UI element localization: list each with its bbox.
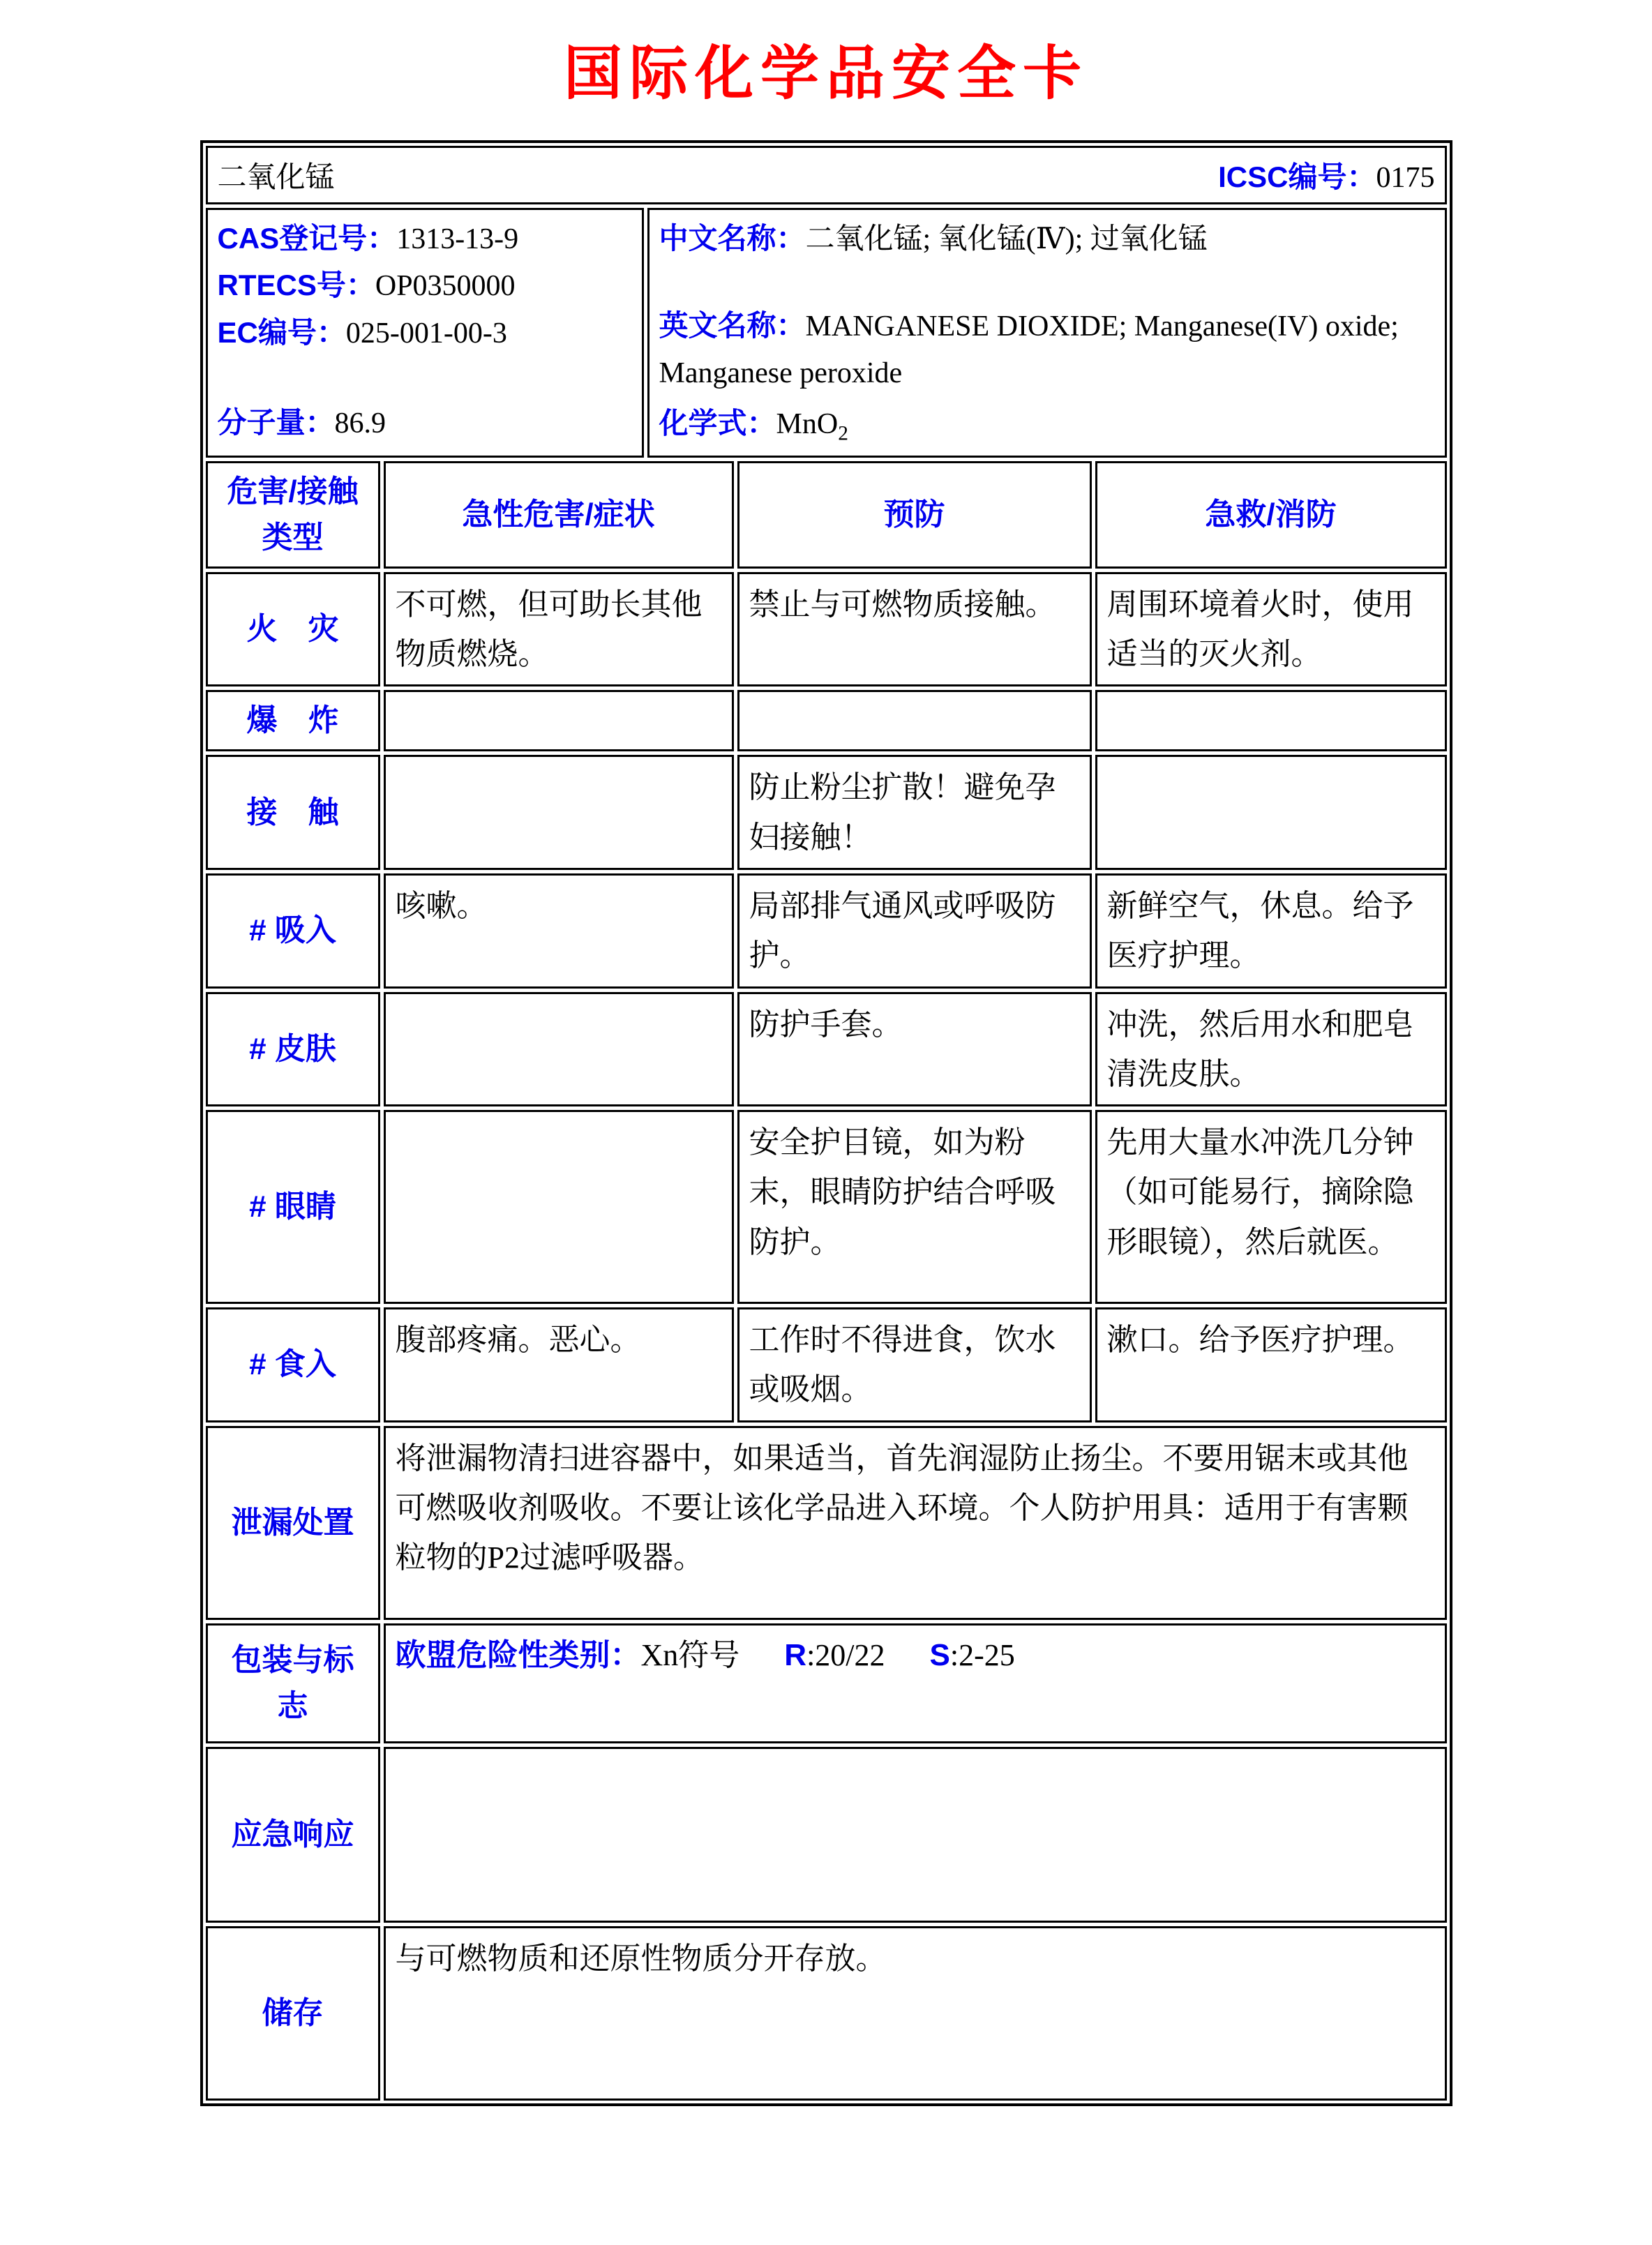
- section-label-emergency-response: 应急响应: [206, 1747, 380, 1923]
- eyes-firstaid: 先用大量水冲洗几分钟（如可能易行，摘除隐形眼镜），然后就医。: [1095, 1110, 1447, 1304]
- icsc-number: [1218, 154, 1434, 196]
- explosion-symptoms: [384, 690, 734, 751]
- eu-hazard-class-value: Xn符号: [640, 1637, 740, 1672]
- section-emergency-response: [206, 1747, 1447, 1923]
- row-label-exposure: 接 触: [206, 755, 380, 870]
- inhalation-firstaid: 新鲜空气，休息。给予医疗护理。: [1095, 873, 1447, 989]
- exposure-prevention: 防止粉尘扩散！避免孕妇接触！: [737, 755, 1092, 870]
- inhalation-symptoms: 咳嗽。: [384, 873, 734, 989]
- section-packaging-labelling: [206, 1623, 1447, 1743]
- ec-number: [218, 310, 632, 356]
- eu-hazard-class-label: 欧盟危险性类别：: [395, 1637, 641, 1672]
- table-row-ingestion: [206, 1307, 1447, 1422]
- exposure-firstaid: [1095, 755, 1447, 870]
- s-phrase-value: :2-25: [949, 1637, 1015, 1672]
- ingestion-symptoms: 腹部疼痛。恶心。: [384, 1307, 734, 1422]
- table-row-skin: [206, 992, 1447, 1107]
- chinese-name-value: 二氧化锰; 氧化锰(Ⅳ); 过氧化锰: [805, 223, 1208, 255]
- r-phrase-label: R: [784, 1637, 807, 1672]
- ec-value: 025-001-00-3: [345, 317, 507, 350]
- english-name: [659, 303, 1435, 396]
- fire-firstaid: 周围环境着火时，使用适当的灭火剂。: [1095, 572, 1447, 687]
- section-spill-disposal: [206, 1426, 1447, 1620]
- ec-label: EC编号：: [217, 315, 346, 349]
- section-label-packaging: 包装与标志: [206, 1623, 380, 1743]
- skin-prevention: 防护手套。: [737, 992, 1092, 1107]
- row-label-explosion: 爆 炸: [206, 690, 380, 751]
- skin-firstaid: 冲洗，然后用水和肥皂清洗皮肤。: [1095, 992, 1447, 1107]
- packaging-content: [384, 1623, 1447, 1743]
- chemical-formula: [659, 400, 1435, 450]
- eyes-symptoms: [384, 1110, 734, 1304]
- eu-hazard-class-line: [396, 1631, 1435, 1680]
- table-row-fire: [206, 572, 1447, 687]
- s-phrase-label: S: [929, 1637, 950, 1672]
- registry-numbers-cell: [206, 208, 644, 458]
- col-header-hazard-type: 危害/接触 类型: [206, 461, 380, 569]
- chemical-names-cell: [647, 208, 1447, 458]
- english-name-value: MANGANESE DIOXIDE; Manganese(IV) oxide; Manganese peroxide: [659, 310, 1399, 389]
- r-phrase-value: :20/22: [806, 1637, 885, 1672]
- hazard-table-header-row: [206, 461, 1447, 569]
- table-row-eyes: [206, 1110, 1447, 1304]
- card-header-cell: [206, 146, 1447, 204]
- formula-base: MnO: [776, 408, 839, 441]
- page-title: 国际化学品安全卡: [563, 40, 1088, 106]
- row-label-inhalation: # 吸入: [206, 873, 380, 989]
- chinese-name: [659, 216, 1435, 262]
- col-header-symptoms: 急性危害/症状: [384, 461, 734, 569]
- icsc-number-label: ICSC编号：: [1218, 160, 1376, 193]
- section-label-spill-disposal: 泄漏处置: [206, 1426, 380, 1620]
- section-storage: [206, 1926, 1447, 2101]
- mw-value: 86.9: [334, 407, 386, 440]
- col-header-firstaid: 急救/消防: [1095, 461, 1447, 569]
- row-label-fire: 火 灾: [206, 572, 380, 687]
- spill-disposal-content: 将泄漏物清扫进容器中，如果适当，首先润湿防止扬尘。不要用锯末或其他可燃吸收剂吸收。不要让该化学品进入环境。个人防护用具：适用于有害颗粒物的P2过滤呼吸器。: [384, 1426, 1447, 1620]
- exposure-symptoms: [384, 755, 734, 870]
- storage-content: 与可燃物质和还原性物质分开存放。: [384, 1926, 1447, 2101]
- inhalation-prevention: 局部排气通风或呼吸防护。: [737, 873, 1092, 989]
- table-row-inhalation: [206, 873, 1447, 989]
- mw-label: 分子量：: [217, 406, 335, 440]
- molecular-weight: [218, 400, 632, 446]
- table-row-exposure: [206, 755, 1447, 870]
- row-label-eyes: # 眼睛: [206, 1110, 380, 1304]
- table-row-explosion: [206, 690, 1447, 751]
- col-header-prevention: 预防: [737, 461, 1092, 569]
- explosion-prevention: [737, 690, 1092, 751]
- rtecs-number: [218, 262, 632, 309]
- icsc-card: [200, 140, 1452, 2106]
- section-label-storage: 储存: [206, 1926, 380, 2101]
- ingestion-prevention: 工作时不得进食，饮水或吸烟。: [737, 1307, 1092, 1422]
- cas-value: 1313-13-9: [396, 223, 519, 255]
- rtecs-label: RTECS号：: [217, 269, 375, 302]
- skin-symptoms: [384, 992, 734, 1107]
- cas-label: CAS登记号：: [217, 222, 397, 255]
- english-name-label: 英文名称：: [659, 309, 806, 343]
- eyes-prevention: 安全护目镜，如为粉末，眼睛防护结合呼吸防护。: [737, 1110, 1092, 1304]
- ingestion-firstaid: 漱口。给予医疗护理。: [1095, 1307, 1447, 1422]
- cas-number: [218, 216, 632, 262]
- identifiers-row: [206, 208, 1447, 458]
- formula-subscript: 2: [838, 422, 848, 445]
- icsc-number-value: 0175: [1376, 162, 1435, 194]
- chinese-name-label: 中文名称：: [659, 222, 806, 255]
- fire-prevention: 禁止与可燃物质接触。: [737, 572, 1092, 687]
- fire-symptoms: 不可燃，但可助长其他物质燃烧。: [384, 572, 734, 687]
- formula-label: 化学式：: [659, 407, 776, 440]
- emergency-response-content: [384, 1747, 1447, 1923]
- row-label-skin: # 皮肤: [206, 992, 380, 1107]
- card-header-row: [206, 146, 1447, 204]
- explosion-firstaid: [1095, 690, 1447, 751]
- substance-name: 二氧化锰: [217, 162, 335, 194]
- rtecs-value: OP0350000: [375, 270, 516, 303]
- row-label-ingestion: # 食入: [206, 1307, 380, 1422]
